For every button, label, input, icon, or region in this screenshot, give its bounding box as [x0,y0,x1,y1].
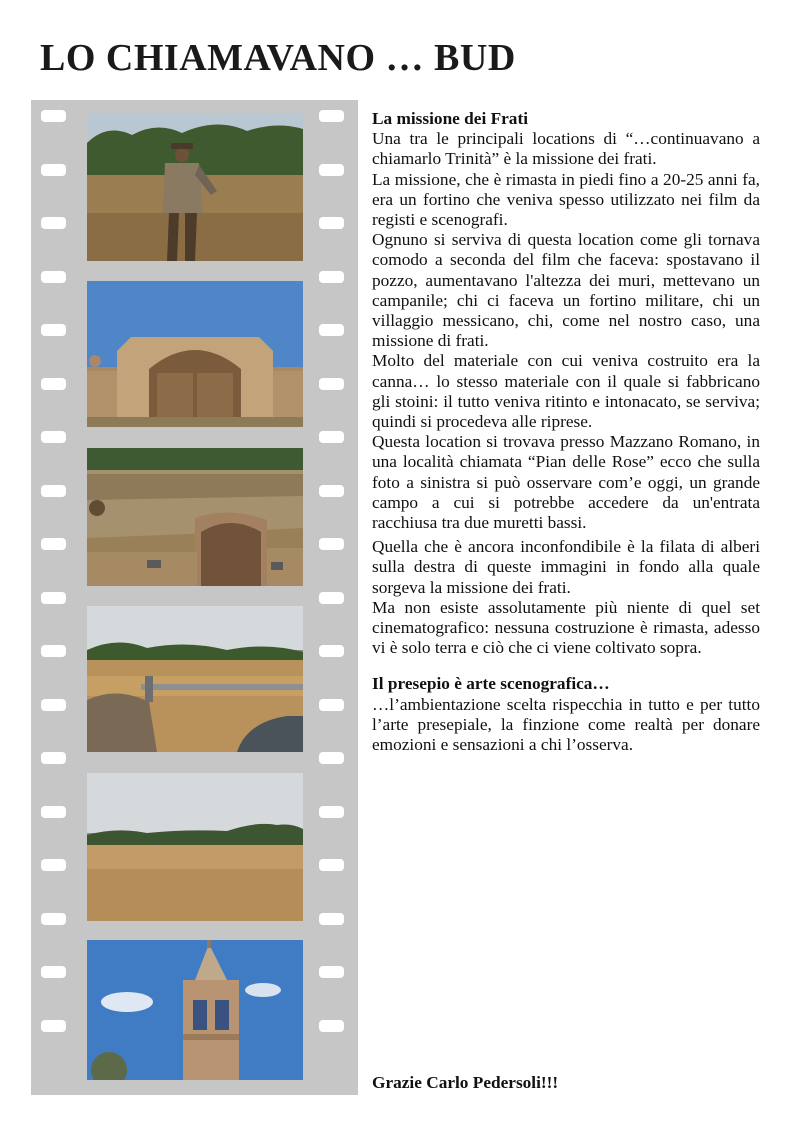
sprocket-hole [319,699,344,711]
paragraph: La missione, che è rimasta in piedi fino a 20-25 anni fa, era un fortino che veniva spesso utilizzato nei film da registi e scenografi. [372,169,760,230]
sprocket-hole [319,592,344,604]
sprocket-hole [41,431,66,443]
sprocket-hole [319,110,344,122]
sprocket-hole [319,271,344,283]
page-title: LO CHIAMAVANO … BUD [40,37,516,79]
article-body [372,109,760,755]
section-heading-presepio: Il presepio è arte scenografica… [372,674,610,694]
paragraph: Quella che è ancora inconfondibile è la filata di alberi sulla destra di queste immagini in fondo alla quale sorgeva la missione dei frati. [372,537,760,597]
sprocket-hole [319,752,344,764]
sprocket-hole [319,431,344,443]
sprocket-hole [41,806,66,818]
sprocket-hole [319,324,344,336]
fort-gate-wall-photo [87,281,303,427]
sprocket-hole [41,110,66,122]
section-heading-missione: La missione dei Frati [372,109,529,128]
sprocket-hole [41,645,66,657]
sprocket-hole [41,1020,66,1032]
bell-tower-photo [87,940,303,1080]
sprocket-hole [319,966,344,978]
sprocket-hole [319,806,344,818]
sprocket-hole [41,378,66,390]
sprocket-hole [41,485,66,497]
sprocket-hole [319,1020,344,1032]
sprocket-hole [319,217,344,229]
paragraph: Ognuno si serviva di questa location come gli tornava comodo a seconda del film che faceva: spostavano il pozzo, aumentavano l'altezza dei muri, mettevano un campanile; chi ci faceva un fortino militare, chi un villaggio messicano, chi, come nel nostro caso, una missione di frati. [372,230,760,351]
sprocket-hole [319,485,344,497]
sprocket-hole [41,217,66,229]
ploughed-field-photo [87,773,303,921]
sprocket-hole [41,859,66,871]
field-with-barrier-photo [87,606,303,752]
fort-from-above-photo [87,448,303,586]
sprocket-hole [319,164,344,176]
sprocket-hole [319,538,344,550]
sprocket-hole [41,271,66,283]
sprocket-hole [319,378,344,390]
signature: Grazie Carlo Pedersoli!!! [372,1073,559,1092]
sprocket-hole [319,859,344,871]
sprocket-hole [41,538,66,550]
paragraph: …l’ambientazione scelta rispecchia in tutto e per tutto l’arte presepiale, la finzione come realtà per donare emozioni e sensazioni a chi l’osserva. [372,694,760,755]
sprocket-hole [41,752,66,764]
sprocket-hole [41,592,66,604]
sprocket-hole [41,699,66,711]
sprocket-hole [41,913,66,925]
paragraph: Molto del materiale con cui veniva costruito era la canna… lo stesso materiale con il quale si fabbricano gli stoini: il tutto veniva ritinto e intonacato, se serviva; quindi si procedeva alle riprese. [372,351,760,432]
sprocket-hole [41,164,66,176]
sprocket-hole [41,966,66,978]
paragraph: Ma non esiste assolutamente più niente di quel set cinematografico: nessuna costruzione è rimasta, adesso vi è solo terra e ciò che ci viene coltivato sopra. [372,597,760,658]
sprocket-hole [319,645,344,657]
paragraph: Questa location si trovava presso Mazzano Romano, in una località chiamata “Pian delle Rose” ecco che sulla foto a sinistra si può osservare com’e oggi, un grande campo a cui si potrebbe accedere da un'entrata racchiusa tra due muretti bassi. [372,432,760,533]
paragraph: Una tra le principali locations di “…continuavano a chiamarlo Trinità” è la missione dei frati. [372,129,760,169]
filmstrip [31,100,358,1095]
sprocket-hole [41,324,66,336]
man-walking-in-field-photo [87,113,303,261]
sprocket-hole [319,913,344,925]
